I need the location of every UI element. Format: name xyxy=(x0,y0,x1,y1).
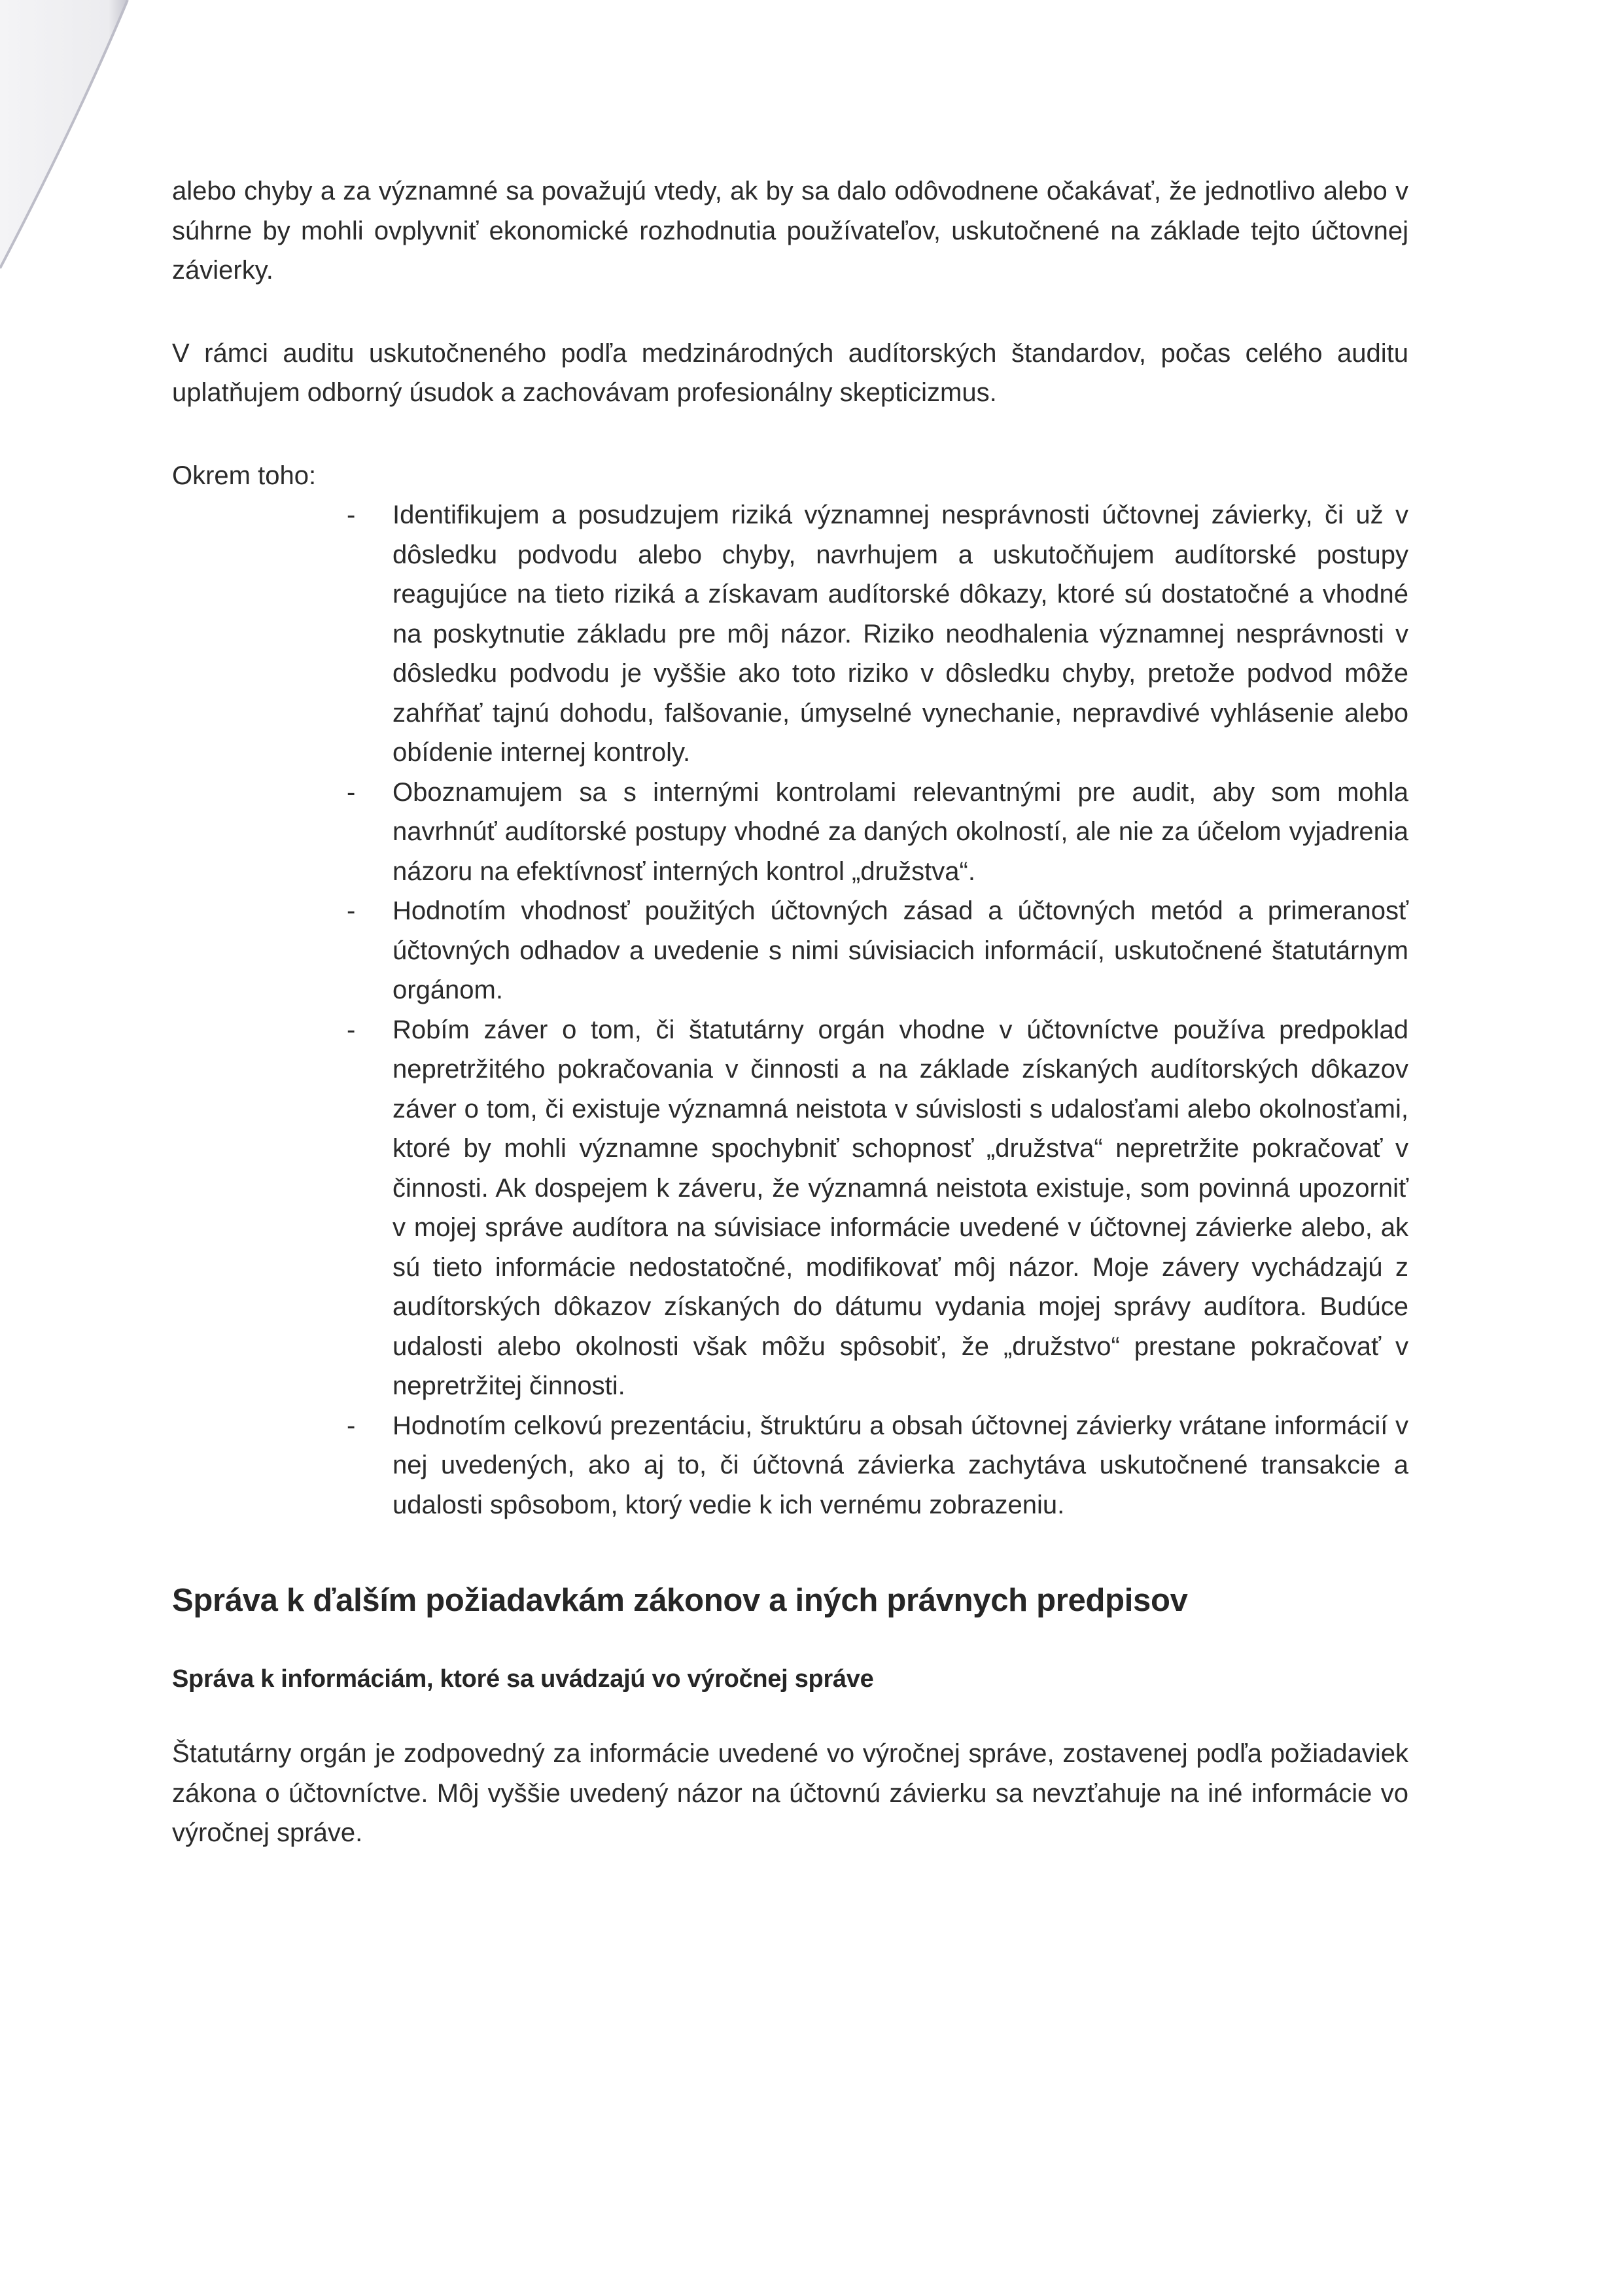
dash-bullet-icon: - xyxy=(347,896,356,925)
list-intro: Okrem toho: xyxy=(172,461,317,490)
auditor-responsibilities-list xyxy=(172,495,1408,1525)
paragraph-professional-judgment: V rámci auditu uskutočneného podľa medzinárodných audítorských štandardov, počas celého auditu uplatňujem odborný úsudok a zachovávam profesionálny skepticizmus. xyxy=(172,338,1408,407)
dash-bullet-icon: - xyxy=(347,1015,356,1044)
list-item xyxy=(172,1406,1408,1525)
list-item xyxy=(172,773,1408,892)
dash-bullet-icon: - xyxy=(347,777,356,807)
dash-bullet-icon: - xyxy=(347,501,356,529)
section-heading: Správa k ďalším požiadavkám zákonov a iných právnych predpisov xyxy=(172,1583,1188,1618)
paragraph-annual-report: Štatutárny orgán je zodpovedný za informácie uvedené vo výročnej správe, zostavenej podľa požiadaviek zákona o účtovníctve. Môj vyššie uvedený názor na účtovnú závierku sa nevzťahuje na iné informácie vo výročnej správe. xyxy=(172,1739,1408,1847)
list-item-text: Identifikujem a posudzujem riziká významnej nesprávnosti účtovnej závierky, či už v dôsledku podvodu alebo chyby, navrhujem a uskutočňujem audítorské postupy reagujúce na tieto riziká a získavam audítorské dôkazy, ktoré sú dostatočné a vhodné na poskytnutie základu pre môj názor. Riziko neodhalenia významnej nesprávnosti v dôsledku podvodu je vyššie ako toto riziko v dôsledku chyby, pretože podvod môže zahŕňať tajnú dohodu, falšovanie, úmyselné vynechanie, nepravdivé vyhlásenie alebo obídenie internej kontroly. xyxy=(393,501,1408,767)
list-item xyxy=(172,891,1408,1010)
list-item-text: Hodnotím vhodnosť použitých účtovných zásad a účtovných metód a primeranosť účtovných odhadov a uvedenie s nimi súvisiacich informácií, uskutočnené štatutárnym orgánom. xyxy=(393,896,1408,1004)
list-item-text: Oboznamujem sa s internými kontrolami relevantnými pre audit, aby som mohla navrhnúť audítorské postupy vhodné za daných okolností, ale nie za účelom vyjadrenia názoru na efektívnosť interných kontrol „družstva“. xyxy=(393,777,1408,886)
list-item-text: Hodnotím celkovú prezentáciu, štruktúru a obsah účtovnej závierky vrátane informácií v nej uvedených, ako aj to, či účtovná závierka zachytáva uskutočnené transakcie a udalosti spôsobom, ktorý vedie k ich vernému zobrazeniu. xyxy=(393,1411,1408,1519)
list-item xyxy=(172,1010,1408,1406)
subsection-heading: Správa k informáciám, ktoré sa uvádzajú vo výročnej správe xyxy=(172,1665,874,1693)
list-item-text: Robím záver o tom, či štatutárny orgán vhodne v účtovníctve používa predpoklad nepretržitého pokračovania v činnosti a na základe získaných audítorských dôkazov záver o tom, či existuje významná neistota v súvislosti s udalosťami alebo okolnosťami, ktoré by mohli významne spochybniť schopnosť „družstva“ nepretržite pokračovať v činnosti. Ak dospejem k záveru, že významná neistota existuje, som povinná upozorniť v mojej správe audítora na súvisiace informácie uvedené v účtovnej závierke alebo, ak sú tieto informácie nedostatočné, modifikovať môj názor. Moje závery vychádzajú z audítorských dôkazov získaných do dátumu vydania mojej správy audítora. Budúce udalosti alebo okolnosti však môžu spôsobiť, že „družstvo“ prestane pokračovať v nepretržitej činnosti. xyxy=(393,1015,1408,1400)
dash-bullet-icon: - xyxy=(347,1411,356,1440)
list-item xyxy=(172,495,1408,773)
paragraph-materiality: alebo chyby a za významné sa považujú vtedy, ak by sa dalo odôvodnene očakávať, že jednotlivo alebo v súhrne by mohli ovplyvniť ekonomické rozhodnutia používateľov, uskutočnené na základe tejto účtovnej závierky. xyxy=(172,177,1408,285)
page-fold-shadow xyxy=(0,0,170,301)
document-page xyxy=(172,171,1408,1853)
